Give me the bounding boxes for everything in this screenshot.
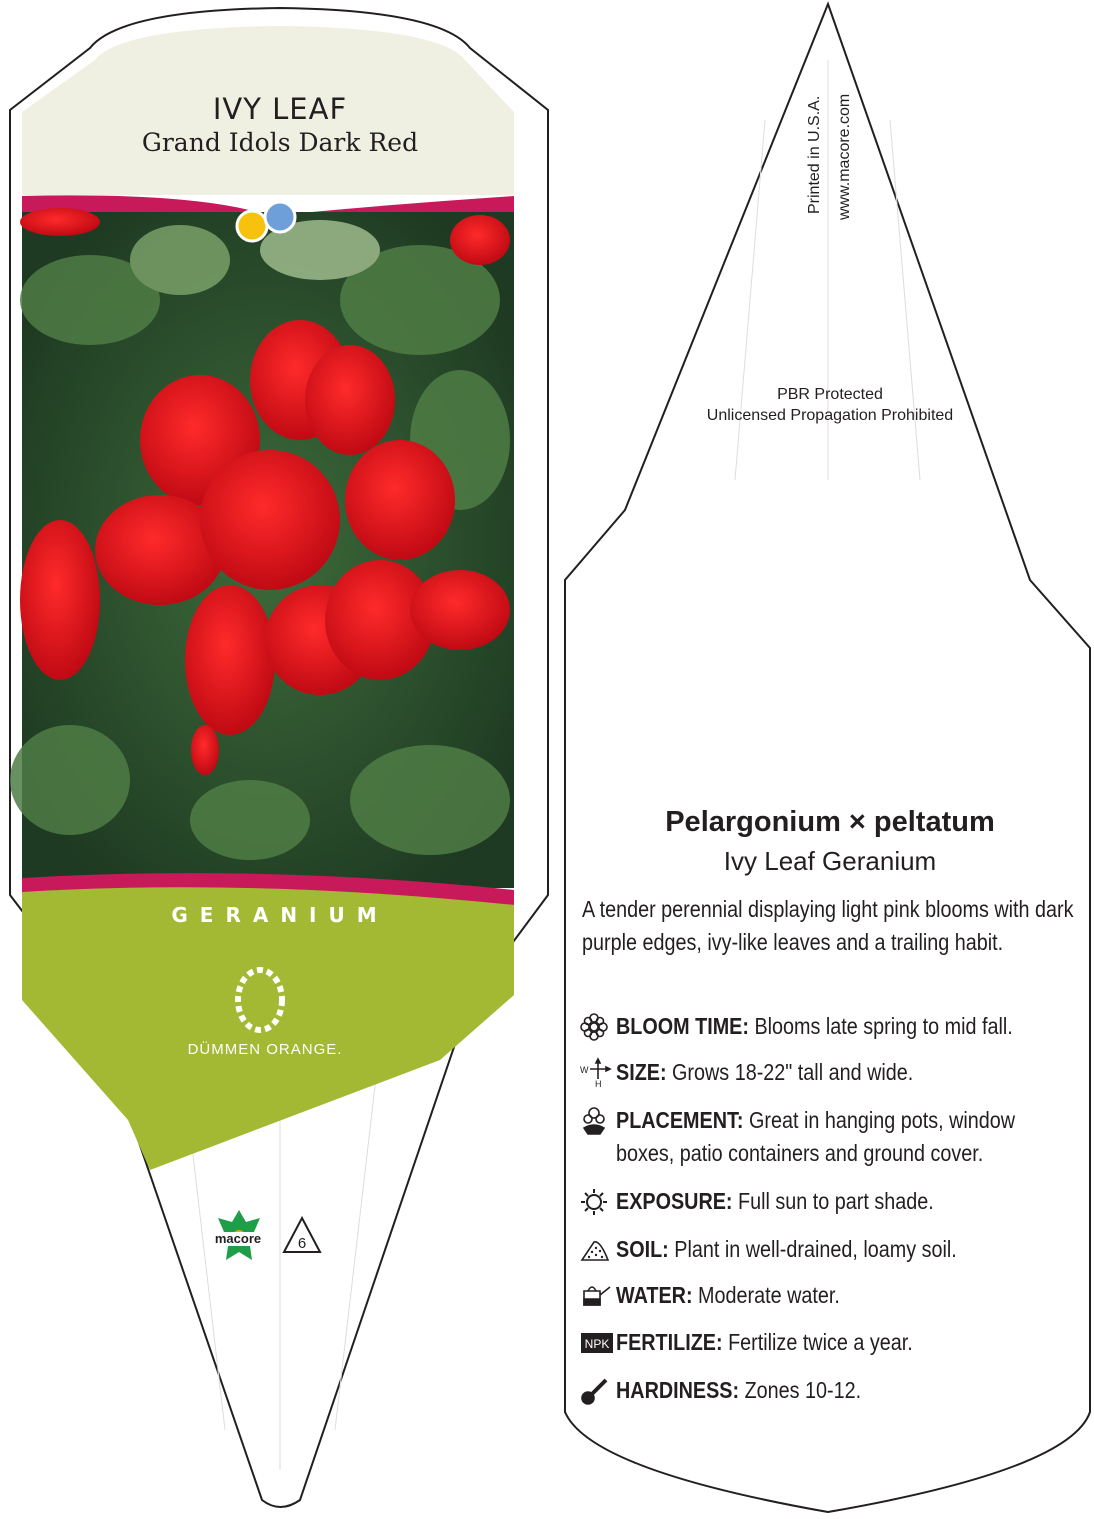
attr-value: Full sun to part shade. xyxy=(732,1188,934,1214)
attr-label: EXPOSURE: xyxy=(616,1188,733,1214)
attr-placement xyxy=(580,1104,1090,1170)
pbr-line2: Unlicensed Propagation Prohibited xyxy=(706,407,954,424)
attr-water xyxy=(580,1279,1090,1312)
attr-bloom-time xyxy=(580,1010,1090,1043)
category-label: GERANIUM xyxy=(171,903,389,927)
pbr-notice xyxy=(640,384,1020,426)
attr-label: SIZE: xyxy=(616,1059,667,1085)
attr-value: Grows 18-22" tall and wide. xyxy=(666,1059,914,1085)
print-info xyxy=(780,60,880,240)
attr-label: SOIL: xyxy=(616,1236,669,1262)
placement-icon xyxy=(580,1104,616,1137)
attr-value: Fertilize twice a year. xyxy=(722,1329,913,1355)
svg-text:H: H xyxy=(595,1078,602,1089)
blue-dot xyxy=(265,202,295,232)
attr-label: FERTILIZE: xyxy=(616,1329,723,1355)
attr-soil xyxy=(580,1233,1090,1266)
watering-can-icon xyxy=(580,1279,616,1312)
attr-fertilize xyxy=(580,1326,1090,1359)
soil-icon xyxy=(580,1233,616,1266)
macore-logo-text: macore xyxy=(214,1231,262,1246)
attr-value: Great in hanging pots, window boxes, patio containers and ground cover. xyxy=(616,1107,1016,1166)
front-title: IVY LEAF xyxy=(212,92,348,126)
thermometer-icon xyxy=(580,1374,616,1407)
common-name: Ivy Leaf Geranium xyxy=(723,846,937,876)
attr-label: HARDINESS: xyxy=(616,1377,740,1403)
description: A tender perennial displaying light pink blooms with dark purple edges, ivy-like leaves and a trailing habit. xyxy=(582,896,1074,955)
yellow-dot xyxy=(237,211,267,241)
sun-icon xyxy=(580,1185,616,1218)
recycle-icon xyxy=(284,1218,320,1252)
npk-icon xyxy=(580,1326,616,1359)
svg-text:6: 6 xyxy=(297,1235,307,1252)
printed-in: Printed in U.S.A. xyxy=(806,95,823,214)
macore-logo-group xyxy=(204,1208,344,1268)
attr-value: Blooms late spring to mid fall. xyxy=(748,1013,1013,1039)
pbr-line1: PBR Protected xyxy=(777,386,883,403)
attr-exposure xyxy=(580,1185,1090,1218)
attr-value: Moderate water. xyxy=(692,1282,840,1308)
flower-icon xyxy=(580,1010,616,1043)
attr-size xyxy=(580,1056,1090,1089)
website: www.macore.com xyxy=(836,93,853,220)
attr-hardiness xyxy=(580,1374,1090,1407)
attr-label: WATER: xyxy=(616,1282,693,1308)
size-icon xyxy=(580,1056,616,1089)
scientific-name: Pelargonium × peltatum xyxy=(665,806,995,838)
attr-value: Zones 10-12. xyxy=(739,1377,862,1403)
attr-value: Plant in well-drained, loamy soil. xyxy=(668,1236,957,1262)
attr-label: PLACEMENT: xyxy=(616,1107,744,1133)
brand-name: DÜMMEN ORANGE. xyxy=(187,1041,343,1058)
svg-text:NPK: NPK xyxy=(584,1336,610,1351)
attr-label: BLOOM TIME: xyxy=(616,1013,749,1039)
svg-text:W: W xyxy=(580,1064,589,1075)
variety-name: Grand Idols Dark Red xyxy=(141,128,419,157)
